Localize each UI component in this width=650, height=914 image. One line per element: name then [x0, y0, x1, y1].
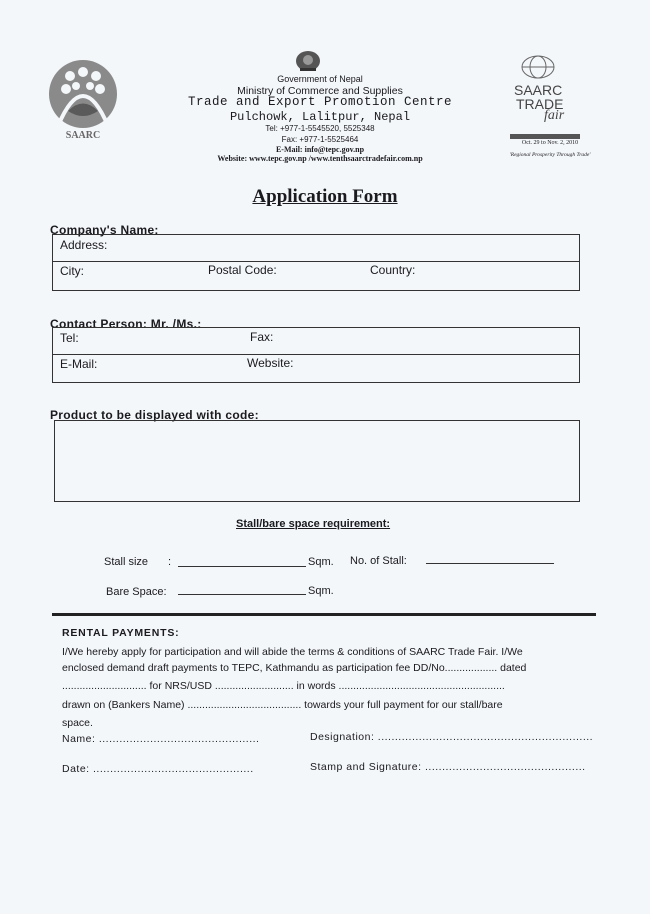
stamp-signature-field[interactable]: Stamp and Signature: ...............................................: [310, 761, 586, 773]
designation-field[interactable]: Designation: ...............................................................: [310, 731, 594, 743]
bare-space-input[interactable]: [178, 594, 306, 595]
stall-heading: Stall/bare space requirement:: [236, 518, 391, 530]
tel-field[interactable]: Tel:: [60, 331, 79, 345]
trade-fair-logo-line2: TRADE: [516, 96, 564, 112]
city-field[interactable]: City:: [60, 264, 84, 278]
section-divider: [52, 613, 596, 616]
saarc-logo-caption: SAARC: [65, 130, 101, 141]
bare-space-label: Bare Space:: [106, 586, 167, 598]
saarc-emblem-icon: [38, 56, 128, 136]
postal-code-field[interactable]: Postal Code:: [208, 263, 277, 277]
date-field[interactable]: Date: ...............................................: [62, 763, 254, 775]
rental-paragraph-line-4: drawn on (Bankers Name) ....................................... towards your full payment for our stall/bare: [62, 699, 503, 711]
website-field[interactable]: Website:: [247, 356, 294, 370]
company-info-box: [52, 234, 580, 291]
contact-person-label: Contact Person: Mr. /Ms.:: [50, 317, 202, 331]
header-line-3: Trade and Export Promotion Centre: [187, 95, 453, 109]
address-field[interactable]: Address:: [60, 238, 108, 252]
header-fax: Fax: +977-1-5525464: [281, 135, 359, 144]
name-field[interactable]: Name: ...............................................: [62, 733, 260, 745]
rental-paragraph-line-1: I/We hereby apply for participation and will abide the terms & conditions of SAARC Trade Fair. I/We: [62, 646, 523, 658]
product-textarea[interactable]: [54, 420, 580, 502]
trade-fair-dates: Oct. 29 to Nov. 2, 2010: [521, 140, 579, 146]
company-name-label: Company's Name:: [50, 223, 159, 237]
header-website: Website: www.tepc.gov.np /www.tenthsaarctradefair.com.np: [217, 154, 423, 163]
rental-paragraph-line-3: ............................. for NRS/USD ........................... in words .........................................................: [62, 680, 505, 692]
company-row-divider: [53, 261, 579, 262]
no-of-stall-input[interactable]: [426, 563, 554, 564]
stall-size-label: Stall size: [104, 556, 149, 568]
country-field[interactable]: Country:: [370, 263, 416, 277]
globe-icon: [518, 54, 558, 80]
trade-fair-strip: [510, 134, 580, 139]
header-email: E-Mail: info@tepc.gov.np: [275, 145, 365, 154]
rental-paragraph-line-5: space.: [62, 717, 93, 729]
header-line-2: Ministry of Commerce and Supplies: [237, 85, 403, 97]
trade-fair-logo: [500, 54, 600, 164]
contact-info-box: [52, 327, 580, 383]
rental-heading: RENTAL PAYMENTS:: [62, 627, 180, 639]
header-line-1: Government of Nepal: [277, 74, 363, 84]
header-tel: Tel: +977-1-5545520, 5525348: [265, 124, 375, 133]
trade-fair-logo-line1: SAARC: [514, 82, 563, 98]
form-title: Application Form: [252, 186, 398, 207]
trade-fair-slogan: 'Regional Prosperity Through Trade': [509, 152, 591, 158]
stall-size-colon: :: [168, 556, 172, 568]
nepal-emblem-icon: [294, 48, 322, 77]
saarc-logo: [38, 56, 128, 146]
header-line-4: Pulchowk, Lalitpur, Nepal: [229, 110, 411, 124]
stall-size-unit: Sqm.: [308, 556, 334, 568]
fax-field[interactable]: Fax:: [250, 330, 274, 344]
no-of-stall-label: No. of Stall:: [350, 555, 407, 567]
contact-row-divider: [53, 354, 579, 355]
rental-paragraph-line-2: enclosed demand draft payments to TEPC, Kathmandu as participation fee DD/No.................. dated: [62, 662, 527, 674]
product-label: Product to be displayed with code:: [50, 408, 259, 422]
trade-fair-logo-line3: fair: [544, 108, 565, 123]
bare-space-unit: Sqm.: [308, 585, 334, 597]
stall-size-input[interactable]: [178, 566, 306, 567]
email-field[interactable]: E-Mail:: [60, 357, 98, 371]
